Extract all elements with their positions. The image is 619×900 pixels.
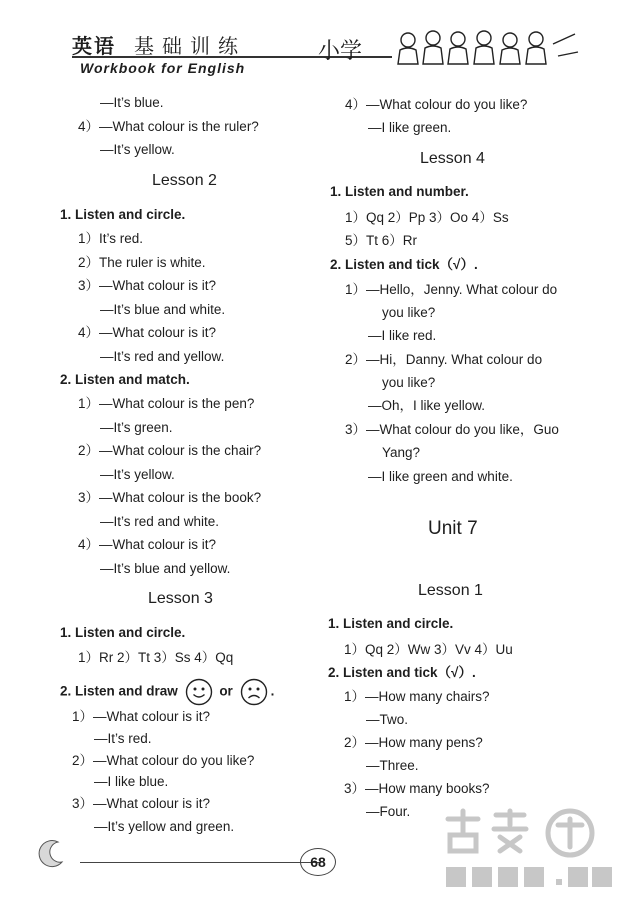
lesson-heading: Lesson 3: [148, 590, 213, 607]
text-line: 1）—What colour is the pen?: [78, 396, 255, 411]
title-cn-main: 英语: [72, 34, 116, 58]
text-line: —It’s red.: [94, 731, 152, 746]
smiley-face-icon: [185, 678, 213, 706]
section-heading: 2. Listen and match.: [60, 372, 190, 387]
text-line: 4）—What colour do you like?: [345, 97, 528, 112]
text-line: you like?: [382, 305, 436, 320]
text-line: —It’s yellow and green.: [94, 819, 235, 834]
text-line: —It’s red and yellow.: [100, 349, 225, 364]
section-heading: 2. Listen and tick（√）.: [330, 257, 478, 272]
grade-label: 小学: [318, 39, 363, 64]
text-line: —I like green.: [368, 120, 452, 135]
text-line: 4）—What colour is the ruler?: [78, 119, 259, 134]
text-line: 1）—What colour is it?: [72, 709, 211, 724]
text-line: 3）—What colour is it?: [72, 796, 211, 811]
text-line: 1）Qq 2）Ww 3）Vv 4）Uu: [344, 642, 513, 657]
page-header: [0, 0, 619, 90]
text-line: 4）—What colour is it?: [78, 537, 217, 552]
text-line: —Oh，I like yellow.: [368, 398, 486, 413]
text-line: you like?: [382, 375, 436, 390]
text-line: 2）—What colour is the chair?: [78, 443, 262, 458]
text-line: 1）—Hello，Jenny. What colour do: [345, 282, 558, 297]
text-line: —It’s yellow.: [100, 142, 175, 157]
text-line: Yang?: [382, 445, 421, 460]
unit-heading: Unit 7: [428, 518, 478, 539]
section-heading: 1. Listen and circle.: [328, 616, 454, 631]
text-line: 1）It’s red.: [78, 231, 144, 246]
text-line: —Four.: [366, 804, 411, 819]
section-heading-draw: [60, 678, 274, 706]
text-line: —It’s yellow.: [100, 467, 175, 482]
text-line: —It’s red and white.: [100, 514, 220, 529]
or-text: or: [219, 683, 233, 699]
section-heading: 1. Listen and number.: [330, 184, 469, 199]
text-line: —It’s green.: [100, 420, 173, 435]
section-heading: 1. Listen and circle.: [60, 207, 186, 222]
sad-face-icon: [240, 678, 268, 706]
watermark-logo-icon: [440, 805, 615, 895]
lesson-heading: Lesson 2: [152, 172, 217, 189]
text-line: 4）—What colour is it?: [78, 325, 217, 340]
footer-rule: [80, 862, 320, 863]
text-line: 3）—What colour do you like，Guo: [345, 422, 559, 437]
kids-illustration-icon: [388, 28, 583, 72]
moon-badge-icon: [36, 838, 66, 868]
text-line: 2）—Hi，Danny. What colour do: [345, 352, 543, 367]
text-line: 2）—What colour do you like?: [72, 753, 255, 768]
text-line: 3）—What colour is the book?: [78, 490, 262, 505]
text-line: 1）Rr 2）Tt 3）Ss 4）Qq: [78, 650, 234, 665]
text-line: —It’s blue.: [100, 95, 164, 110]
text-line: —Three.: [366, 758, 419, 773]
text-line: 5）Tt 6）Rr: [345, 233, 418, 248]
page-number: 68: [300, 848, 336, 876]
text-line: —I like green and white.: [368, 469, 513, 484]
text-line: 1）Qq 2）Pp 3）Oo 4）Ss: [345, 210, 509, 225]
title-cn-sub: 基础训练: [134, 34, 246, 58]
book-title-en: Workbook for English: [80, 60, 246, 76]
section-heading: 2. Listen and tick（√）.: [328, 665, 476, 680]
text-line: 3）—What colour is it?: [78, 278, 217, 293]
lesson-heading: Lesson 1: [418, 582, 483, 599]
text-line: —I like red.: [368, 328, 437, 343]
lesson-heading: Lesson 4: [420, 150, 485, 167]
section-heading: 1. Listen and circle.: [60, 625, 186, 640]
book-title-cn: [72, 30, 246, 59]
text-line: —It’s blue and white.: [100, 302, 226, 317]
text-line: 2）The ruler is white.: [78, 255, 206, 270]
text-line: —It’s blue and yellow.: [100, 561, 231, 576]
text-line: —Two.: [366, 712, 409, 727]
text-line: —I like blue.: [94, 774, 169, 789]
text-line: 1）—How many chairs?: [344, 689, 490, 704]
text-line: 2）—How many pens?: [344, 735, 483, 750]
draw-instruction: 2. Listen and draw: [60, 683, 178, 699]
text-line: 3）—How many books?: [344, 781, 490, 796]
period-text: .: [270, 683, 275, 699]
